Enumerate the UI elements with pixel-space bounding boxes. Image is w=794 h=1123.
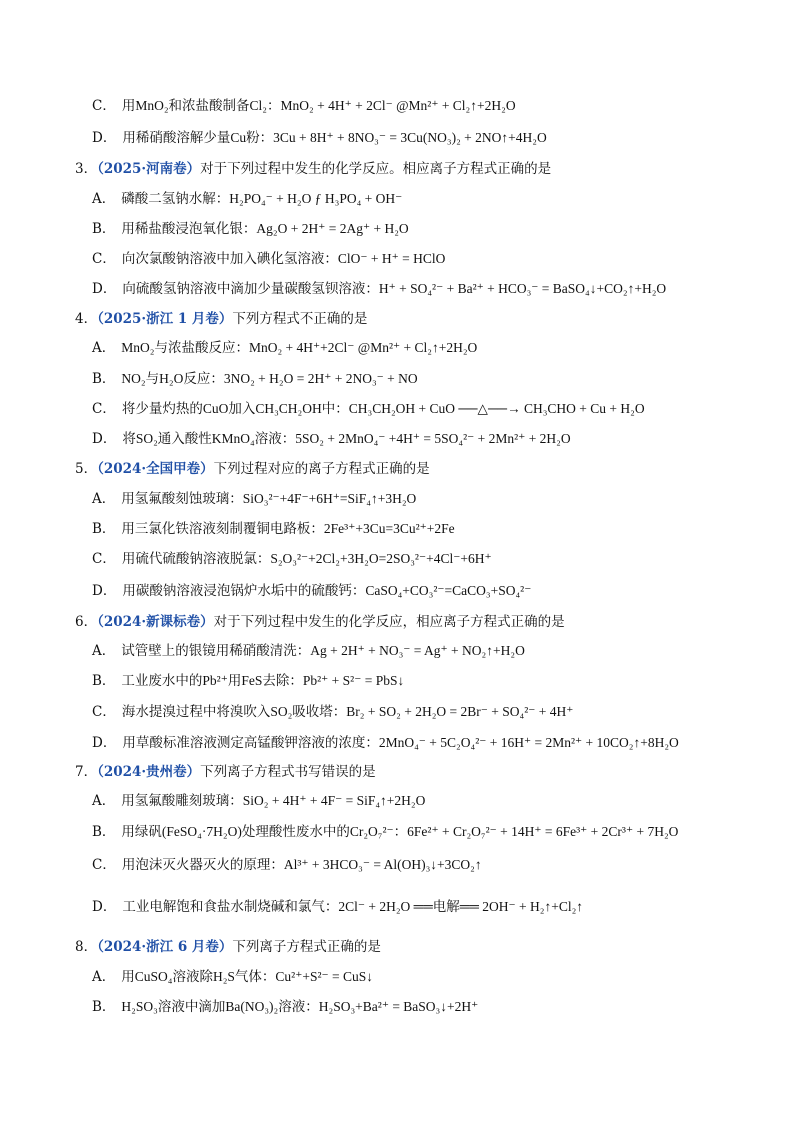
option-text: 海水提溴过程中将溴吹入SO₂吸收塔：Br₂ + SO₂ + 2H₂O = 2Br⁻ + SO₄²⁻ + 4H⁺ (121, 704, 574, 719)
option-line (92, 702, 573, 722)
option-line (92, 641, 525, 661)
question-text: 下列离子方程式正确的是 (232, 939, 381, 955)
option-line (92, 219, 409, 239)
question-number: 4． (75, 311, 98, 327)
option-label: C． (92, 401, 116, 417)
option-line (92, 429, 571, 449)
option-text: 用氢氟酸雕刻玻璃：SiO₂ + 4H⁺ + 4F⁻ = SiF₄↑+2H₂O (121, 793, 426, 808)
option-text: 用三氯化铁溶液刻制覆铜电路板：2Fe³⁺+3Cu=3Cu²⁺+2Fe (121, 521, 455, 536)
option-text: NO₂与H₂O反应：3NO₂ + H₂O = 2H⁺ + 2NO₃⁻ + NO (121, 371, 418, 386)
question-line (75, 459, 430, 479)
option-line (92, 822, 678, 842)
option-line (92, 791, 425, 811)
option-label: D． (92, 735, 117, 751)
option-label: C． (92, 251, 116, 267)
question-line (75, 937, 381, 957)
option-line (92, 519, 455, 539)
option-line (92, 967, 373, 987)
option-label: B． (92, 521, 116, 537)
option-line (92, 997, 478, 1017)
option-line (92, 369, 418, 389)
option-text: 将SO₂通入酸性KMnO₄溶液：5SO₂ + 2MnO₄⁻ +4H⁺ = 5SO₄²⁻ + 2Mn²⁺ + 2H₂O (122, 431, 571, 446)
option-label: A． (92, 491, 116, 507)
option-text: 用CuSO₄溶液除H₂S气体：Cu²⁺+S²⁻ = CuS↓ (121, 969, 374, 984)
option-label: A． (92, 191, 116, 207)
option-text: 用稀硝酸溶解少量Cu粉：3Cu + 8H⁺ + 8NO₃⁻ = 3Cu(NO₃)₂ + 2NO↑+4H₂O (122, 130, 547, 145)
option-line (92, 96, 516, 116)
option-text: 将少量灼热的CuO加入CH₃CH₂OH中：CH₃CH₂OH + CuO ──△──→ CH₃CHO + Cu + H₂O (121, 401, 645, 416)
question-number: 5． (75, 461, 98, 477)
question-number: 7． (75, 764, 98, 780)
option-line (92, 189, 402, 209)
option-text: 用碳酸钠溶液浸泡锅炉水垢中的硫酸钙：CaSO₄+CO₃²⁻=CaCO₃+SO₄²⁻ (122, 583, 532, 598)
question-line (75, 762, 376, 782)
option-label: D． (92, 431, 117, 447)
option-line (92, 855, 482, 875)
option-label: D． (92, 899, 117, 915)
question-text: 下列离子方程式书写错误的是 (200, 764, 376, 780)
option-line (92, 249, 445, 269)
option-text: 试管壁上的银镜用稀硝酸清洗：Ag + 2H⁺ + NO₃⁻ = Ag⁺ + NO₂↑+H₂O (121, 643, 525, 658)
option-text: 用泡沫灭火器灭火的原理：Al³⁺ + 3HCO₃⁻ = Al(OH)₃↓+3CO₂↑ (121, 857, 482, 872)
question-text: 对于下列过程中发生的化学反应，相应离子方程式正确的是 (213, 614, 565, 630)
option-text: 向次氯酸钠溶液中加入碘化氢溶液：ClO⁻ + H⁺ = HClO (121, 251, 446, 266)
option-text: 工业电解饱和食盐水制烧碱和氯气：2Cl⁻ + 2H₂O ══电解══ 2OH⁻ + H₂↑+Cl₂↑ (122, 899, 584, 914)
option-label: B． (92, 999, 116, 1015)
option-text: 用草酸标准溶液测定高锰酸钾溶液的浓度：2MnO₄⁻ + 5C₂O₄²⁻ + 16H⁺ = 2Mn²⁺ + 10CO₂↑+8H₂O (122, 735, 679, 750)
option-text: 工业废水中的Pb²⁺用FeS去除：Pb²⁺ + S²⁻ = PbS↓ (121, 673, 405, 688)
option-text: 用稀盐酸浸泡氧化银：Ag₂O + 2H⁺ = 2Ag⁺ + H₂O (121, 221, 409, 236)
option-label: C． (92, 704, 116, 720)
option-label: C． (92, 551, 116, 567)
option-line (92, 733, 679, 753)
option-line (92, 279, 666, 299)
question-number: 6． (75, 614, 98, 630)
option-text: 向硫酸氢钠溶液中滴加少量碳酸氢钡溶液：H⁺ + SO₄²⁻ + Ba²⁺ + HCO₃⁻ = BaSO₄↓+CO₂↑+H₂O (122, 281, 667, 296)
option-label: B． (92, 824, 116, 840)
question-source: （2024·全国甲卷） (97, 461, 214, 477)
question-text: 下列方程式不正确的是 (232, 311, 368, 327)
question-number: 8． (75, 939, 98, 955)
option-text: 用MnO₂和浓盐酸制备Cl₂：MnO₂ + 4H⁺ + 2Cl⁻ @Mn²⁺ + Cl₂↑+2H₂O (121, 98, 516, 113)
option-line (92, 128, 547, 148)
question-source: （2024·贵州卷） (97, 764, 201, 780)
question-line (75, 159, 551, 179)
option-label: C． (92, 98, 116, 114)
option-text: 磷酸二氢钠水解：H₂PO₄⁻ + H₂O ƒ H₃PO₄ + OH⁻ (121, 191, 403, 206)
option-line (92, 399, 645, 419)
option-text: H₂SO₃溶液中滴加Ba(NO₃)₂溶液：H₂SO₃+Ba²⁺ = BaSO₃↓+2H⁺ (121, 999, 479, 1014)
question-source: （2024·浙江 6 月卷） (97, 939, 233, 955)
option-label: A． (92, 643, 116, 659)
option-label: A． (92, 793, 116, 809)
question-text: 下列过程对应的离子方程式正确的是 (213, 461, 430, 477)
option-text: 用绿矾(FeSO₄·7H₂O)处理酸性废水中的Cr₂O₇²⁻：6Fe²⁺ + Cr₂O₇²⁻ + 14H⁺ = 6Fe³⁺ + 2Cr³⁺ + 7H₂O (121, 824, 679, 839)
option-line (92, 581, 531, 601)
question-text: 对于下列过程中发生的化学反应。相应离子方程式正确的是 (200, 161, 552, 177)
question-source: （2024·新课标卷） (97, 614, 214, 630)
option-label: D． (92, 281, 117, 297)
option-label: D． (92, 583, 117, 599)
option-text: 用硫代硫酸钠溶液脱氯：S₂O₃²⁻+2Cl₂+3H₂O=2SO₃²⁻+4Cl⁻+6H⁺ (121, 551, 492, 566)
question-line (75, 309, 367, 329)
option-label: A． (92, 340, 116, 356)
option-text: 用氢氟酸刻蚀玻璃：SiO₃²⁻+4F⁻+6H⁺=SiF₄↑+3H₂O (121, 491, 417, 506)
option-label: A． (92, 969, 116, 985)
option-label: B． (92, 673, 116, 689)
option-label: B． (92, 221, 116, 237)
question-number: 3． (75, 161, 98, 177)
option-line (92, 338, 477, 358)
question-line (75, 612, 565, 632)
option-label: B． (92, 371, 116, 387)
option-line (92, 549, 492, 569)
question-source: （2025·浙江 1 月卷） (97, 311, 233, 327)
option-line (92, 489, 416, 509)
option-label: D． (92, 130, 117, 146)
option-line (92, 671, 404, 691)
option-label: C． (92, 857, 116, 873)
option-line (92, 897, 583, 917)
option-text: MnO₂与浓盐酸反应：MnO₂ + 4H⁺+2Cl⁻ @Mn²⁺ + Cl₂↑+2H₂O (121, 340, 478, 355)
question-source: （2025·河南卷） (97, 161, 201, 177)
